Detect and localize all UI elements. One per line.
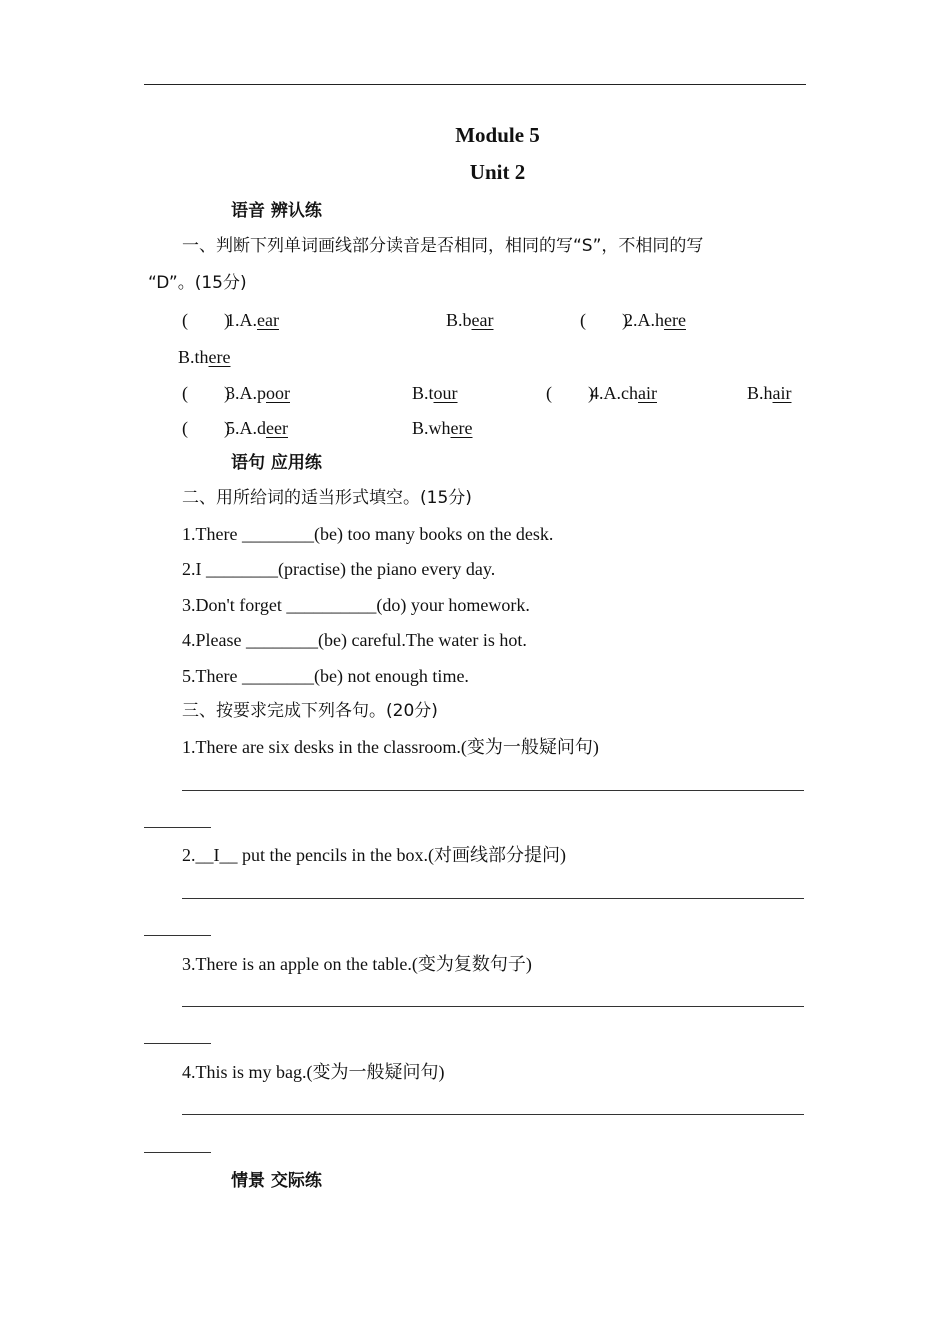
answer-paren[interactable]: ( ): [182, 418, 230, 438]
answer-line[interactable]: [182, 1114, 804, 1115]
section-label-communication: 情景 交际练: [231, 1171, 322, 1191]
fill-item[interactable]: 2.I ________(practise) the piano every day.: [182, 559, 496, 579]
item-3-a: 3.A.poor: [226, 383, 290, 403]
item-4-b: B.hair: [747, 383, 792, 403]
answer-line[interactable]: [144, 1043, 211, 1044]
rewrite-question-2: 2.__I__ put the pencils in the box.(对画线部分提问): [182, 845, 566, 865]
fill-item[interactable]: 4.Please ________(be) careful.The water is hot.: [182, 630, 527, 650]
answer-line[interactable]: [182, 1006, 804, 1007]
item-3-b: B.tour: [412, 383, 458, 403]
answer-paren[interactable]: ( ): [580, 310, 628, 330]
module-title: Module 5: [455, 123, 540, 147]
item-4-a: 4.A.chair: [590, 383, 657, 403]
rewrite-question-1: 1.There are six desks in the classroom.(变为一般疑问句): [182, 737, 599, 757]
answer-paren[interactable]: ( ): [546, 383, 594, 403]
item-2-b: B.there: [178, 347, 231, 367]
rewrite-question-3: 3.There is an apple on the table.(变为复数句子): [182, 954, 532, 974]
section-label-pronunciation: 语音 辨认练: [231, 201, 322, 221]
answer-line[interactable]: [144, 1152, 211, 1153]
answer-line[interactable]: [182, 898, 804, 899]
part1-instruction: 一、判断下列单词画线部分读音是否相同，相同的写“S”，不相同的写: [182, 236, 704, 256]
unit-title: Unit 2: [469, 160, 526, 184]
answer-paren[interactable]: ( ): [182, 310, 230, 330]
part3-title: 三、按要求完成下列各句。(20分): [182, 701, 438, 721]
item-1-b: B.bear: [446, 310, 494, 330]
answer-line[interactable]: [144, 827, 211, 828]
answer-line[interactable]: [144, 935, 211, 936]
answer-paren[interactable]: ( ): [182, 383, 230, 403]
part1-instruction-cont: “D”。(15分): [148, 273, 247, 293]
fill-item[interactable]: 1.There ________(be) too many books on the desk.: [182, 524, 554, 544]
item-5-a: 5.A.deer: [226, 418, 288, 438]
item-1-a: 1.A.ear: [226, 310, 279, 330]
rewrite-question-4: 4.This is my bag.(变为一般疑问句): [182, 1062, 445, 1082]
item-2-a: 2.A.here: [624, 310, 686, 330]
fill-item[interactable]: 3.Don't forget __________(do) your homework.: [182, 595, 530, 615]
section-label-usage: 语句 应用练: [231, 453, 322, 473]
answer-line[interactable]: [182, 790, 804, 791]
part2-title: 二、用所给词的适当形式填空。(15分): [182, 488, 472, 508]
fill-item[interactable]: 5.There ________(be) not enough time.: [182, 666, 469, 686]
top-rule: [144, 84, 806, 85]
item-5-b: B.where: [412, 418, 473, 438]
